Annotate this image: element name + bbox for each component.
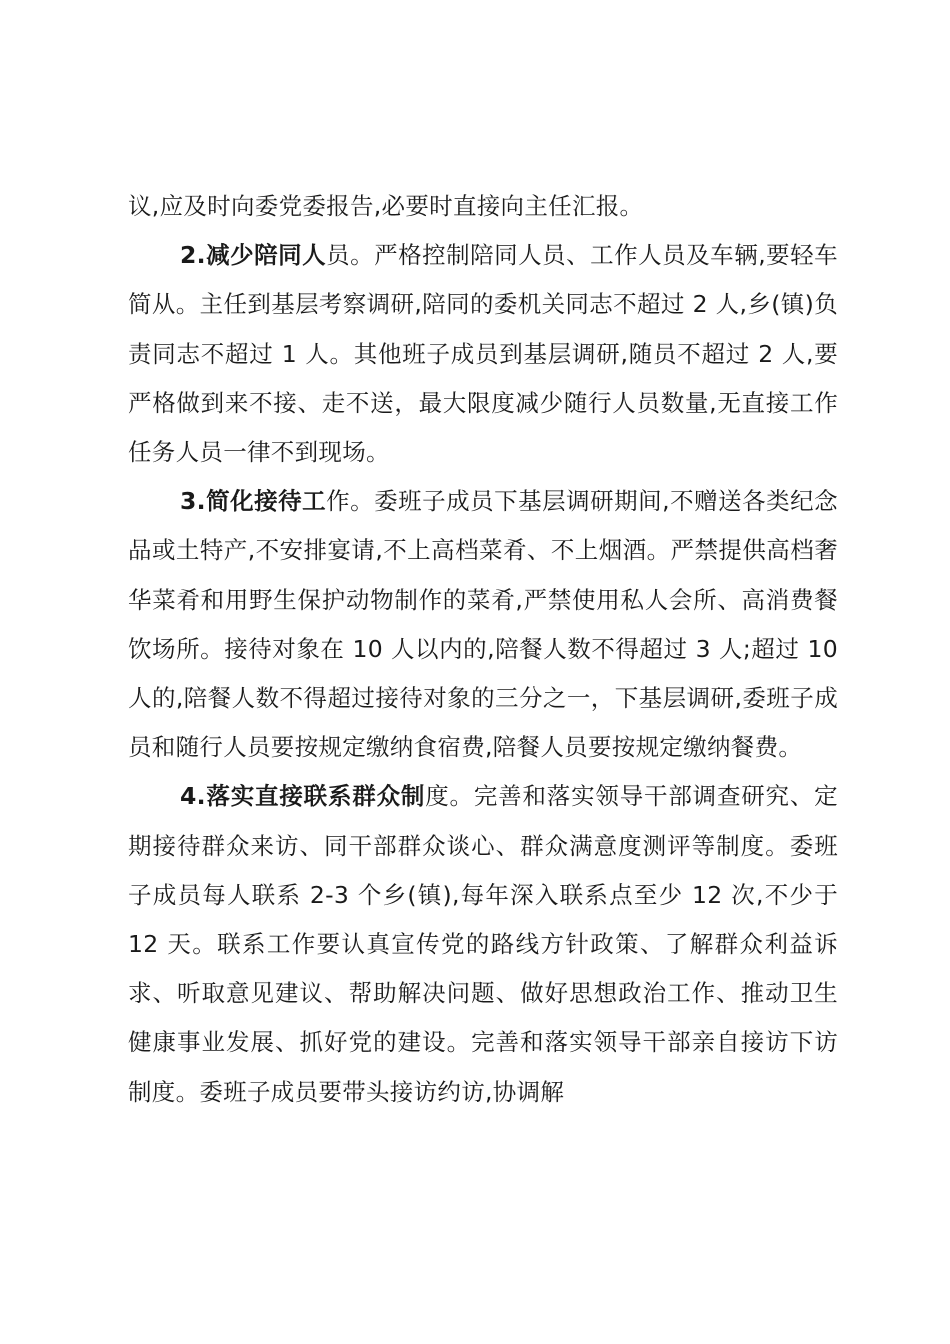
continuation-paragraph: 议,应及时向委党委报告,必要时直接向主任汇报。: [128, 192, 644, 220]
section-body-2: 员。严格控制陪同人员、工作人员及车辆,要轻车简从。主任到基层考察调研,陪同的委机关同志不超过 2 人,乡(镇)负责同志不超过 1 人。其他班子成员到基层调研,随员不超过 2 人,要严格做到来不接、走不送，最大限度减少随行人员数量,无直接工作任务人员一律不到现场。: [128, 241, 838, 467]
section-heading-2: 2.减少陪同人: [180, 241, 327, 270]
section-heading-3: 3.简化接待工: [180, 487, 327, 516]
section-paragraph-3: [128, 477, 838, 772]
section-body-3: 作。委班子成员下基层调研期间,不赠送各类纪念品或土特产,不安排宴请,不上高档菜肴、不上烟酒。严禁提供高档奢华菜肴和用野生保护动物制作的菜肴,严禁使用私人会所、高消费餐饮场所。接待对象在 10 人以内的,陪餐人数不得超过 3 人;超过 10 人的,陪餐人数不得超过接待对象的三分之一，下基层调研,委班子成员和随行人员要按规定缴纳食宿费,陪餐人员要按规定缴纳餐费。: [128, 487, 838, 762]
document-body: [128, 182, 838, 1117]
section-body-4: 度。完善和落实领导干部调查研究、定期接待群众来访、同干部群众谈心、群众满意度测评等制度。委班子成员每人联系 2-3 个乡(镇),每年深入联系点至少 12 次,不少于 12 天。联系工作要认真宣传党的路线方针政策、了解群众利益诉求、听取意见建议、帮助解决问题、做好思想政治工作、推动卫生健康事业发展、抓好党的建设。完善和落实领导干部亲自接访下访制度。委班子成员要带头接访约访,协调解: [128, 782, 838, 1106]
section-paragraph-2: [128, 231, 838, 477]
section-heading-4: 4.落实直接联系群众制: [180, 782, 426, 811]
section-paragraph-4: [128, 772, 838, 1116]
